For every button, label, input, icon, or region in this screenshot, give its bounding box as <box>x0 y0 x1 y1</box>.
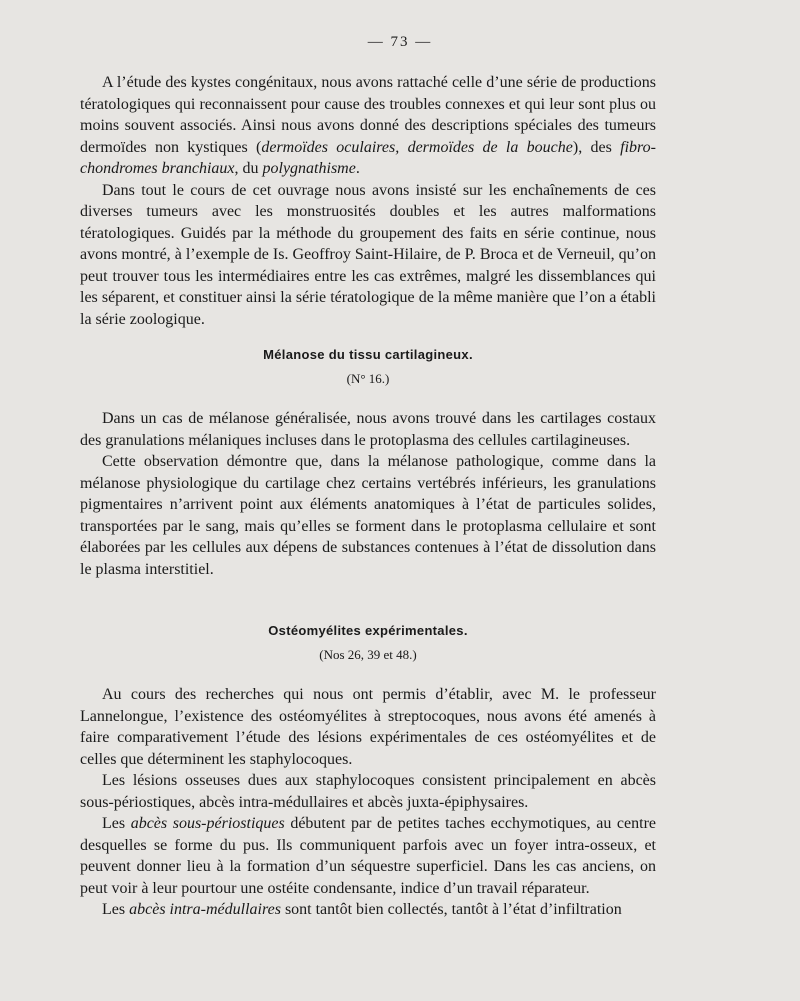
paragraph: A l’étude des kystes congénitaux, nous avons rattaché celle d’une série de productions tératologiques qui reconnaissent pour cause des troubles connexes et qui leur sont plus ou moins souvent associés. Ainsi nous avons donné des descriptions spéciales des tumeurs dermoïdes non kystiques (dermoïdes oculaires, dermoïdes de la bouche), des fibro-chondromes branchiaux, du polygnathisme. <box>80 74 657 177</box>
paragraph: Au cours des recherches qui nous ont permis d’établir, avec M. le professeur Lannelongue, l’existence des ostéomyélites à streptocoques, nous avons été amenés à faire comparativement l’étude des lésions expérimentales de ces ostéomyélites et de celles que déterminent les staphylocoques. <box>80 686 656 768</box>
paragraph: Cette observation démontre que, dans la mélanose pathologique, comme dans la mélanose physiologique du cartilage chez certains vertébrés inférieurs, les granulations pigmentaires n’arrivent point aux éléments anatomiques à l’état de particules solides, transportées par le sang, mais qu’elles se forment dans le protoplasma cellulaire et sont élaborées par les cellules aux dépens de substances contenues à l’état de dissolution dans le plasma interstitiel. <box>80 453 656 578</box>
paragraph: Les lésions osseuses dues aux staphylocoques consistent principalement en abcès sous-périostiques, abcès intra-médullaires et abcès juxta-épiphysaires. <box>80 772 656 811</box>
paragraph: Dans tout le cours de cet ouvrage nous avons insisté sur les enchaînements de ces diverses tumeurs avec les monstruosités doubles et les autres malformations tératologiques. Guidés par la méthode du groupement des faits en série continue, nous avons montré, à l’exemple de Is. Geoffroy Saint-Hilaire, de P. Broca et de Verneuil, qu’on peut trouver tous les intermédiaires entre les cas extrêmes, malgré les dissemblances qui les séparent, et constituer ainsi la série tératologique de la même manière que l’on a établi la série zoologique. <box>80 181 656 328</box>
paragraph: Dans un cas de mélanose généralisée, nous avons trouvé dans les cartilages costaux des granulations mélaniques incluses dans le protoplasma des cellules cartilagineuses. <box>80 410 656 449</box>
intro-text <box>80 72 656 330</box>
section-heading: Mélanose du tissu cartilagineux. <box>263 347 473 362</box>
section-text <box>80 408 656 580</box>
page-number: — 73 — <box>367 34 433 50</box>
paragraph: Les abcès intra-médullaires sont tantôt bien collectés, tantôt à l’état d’infiltration <box>102 901 622 918</box>
section-reference: (Nos 26, 39 et 48.) <box>319 647 417 662</box>
paragraph: Les abcès sous-périostiques débutent par de petites taches ecchymotiques, au centre desquelles se forme du pus. Ils communiquent parfois avec un foyer intra-osseux, et peuvent donner lieu à la formation d’un séquestre superficiel. Dans les cas anciens, on peut voir à leur pourtour une ostéite condensante, indice d’un travail réparateur. <box>80 815 656 897</box>
section-reference: (N° 16.) <box>346 371 390 386</box>
section-text <box>80 684 656 921</box>
section-heading: Ostéomyélites expérimentales. <box>268 623 468 638</box>
